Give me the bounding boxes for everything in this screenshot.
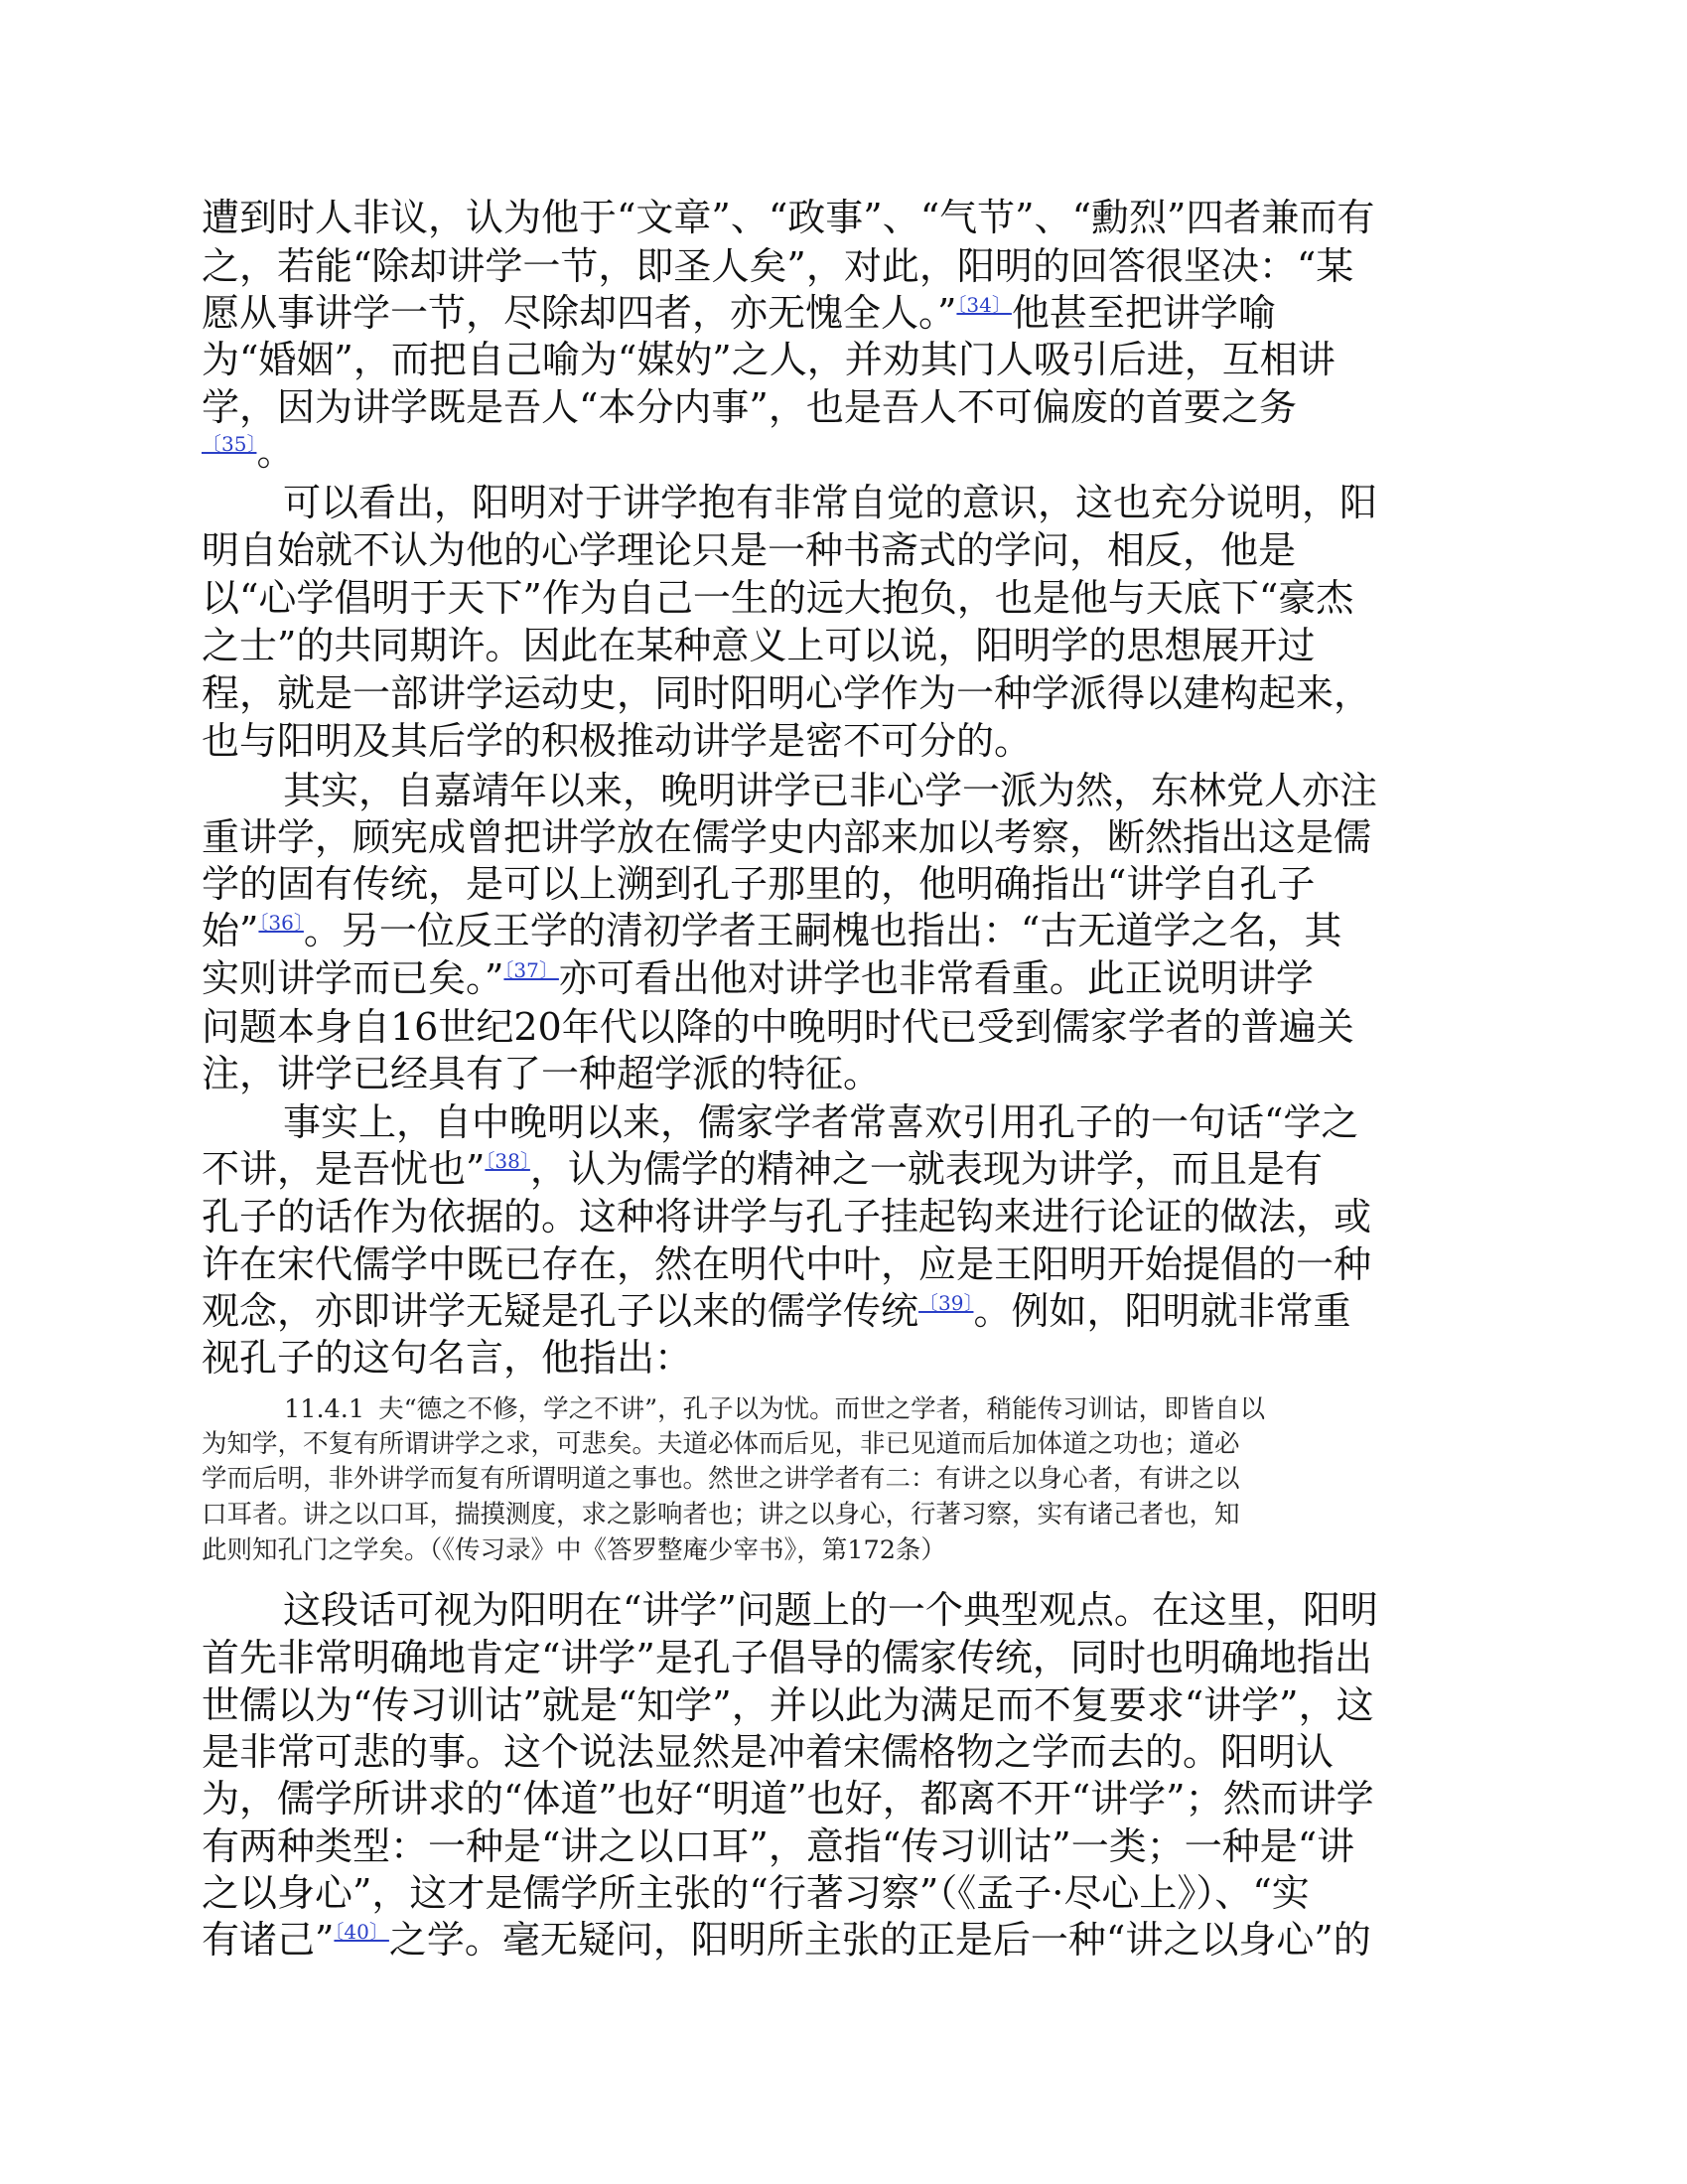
- text-segment: 始”: [202, 909, 259, 952]
- paragraph-4-line-2: [202, 1146, 1492, 1192]
- text-segment: 。例如，阳明就非常重: [973, 1289, 1351, 1333]
- paragraph-3-line-2: 重讲学，顾宪成曾把讲学放在儒学史内部来加以考察，断然指出这是儒: [202, 815, 1372, 859]
- paragraph-3-line-6: 问题本身自16世纪20年代以降的中晚明时代已受到儒家学者的普遍关: [202, 1005, 1354, 1049]
- quote-number: 11.4.1: [284, 1394, 365, 1424]
- text-segment: 他甚至把讲学喻: [1011, 291, 1276, 335]
- quote-line-5: 此则知孔门之学矣。（《传习录》中《答罗整庵少宰书》，第172条）: [202, 1535, 946, 1565]
- quote-text: 夫“德之不修，学之不讲”，孔子以为忧。而世之学者，稍能传习训诂，即皆自以: [378, 1394, 1266, 1424]
- paragraph-3-line-3: 学的固有传统，是可以上溯到孔子那里的，他明确指出“讲学自孔子: [202, 862, 1316, 906]
- paragraph-3-line-1: 其实，自嘉靖年以来，晚明讲学已非心学一派为然，东林党人亦注: [283, 769, 1378, 812]
- quote-line-2: 为知学，不复有所谓讲学之求，可悲矣。夫道必体而后见，非已见道而后加体道之功也；道必: [202, 1429, 1240, 1459]
- paragraph-1-line-4: 为“婚姻”，而把自己喻为“媒妁”之人，并劝其门人吸引后进，互相讲: [202, 338, 1336, 381]
- paragraph-3-line-5: [202, 955, 1492, 1001]
- paragraph-2-line-3: 以“心学倡明于天下”作为自己一生的远大抱负，也是他与天底下“豪杰: [202, 576, 1354, 620]
- paragraph-1-line-1: 遭到时人非议，认为他于“文章”、“政事”、“气节”、“勳烈”四者兼而有: [202, 196, 1375, 239]
- paragraph-1-line-5: 学，因为讲学既是吾人“本分内事”，也是吾人不可偏废的首要之务: [202, 385, 1297, 429]
- paragraph-5-line-1: 这段话可视为阳明在“讲学”问题上的一个典型观点。在这里，阳明: [283, 1588, 1378, 1632]
- footnote-link-38[interactable]: 〔38〕: [485, 1149, 530, 1173]
- paragraph-5-line-7: 之以身心”，这才是儒学所主张的“行著习察”（《孟子·尽心上》）、“实: [202, 1871, 1310, 1915]
- footnote-link-40[interactable]: 〔40〕: [334, 1920, 389, 1944]
- paragraph-2-line-4: 之士”的共同期许。因此在某种意义上可以说，阳明学的思想展开过: [202, 624, 1316, 667]
- paragraph-3-line-4: [202, 908, 1492, 953]
- quote-line-4: 口耳者。讲之以口耳，揣摸测度，求之影响者也；讲之以身心，行著习察，实有诸己者也，知: [202, 1500, 1240, 1529]
- paragraph-2-line-1: 可以看出，阳明对于讲学抱有非常自觉的意识，这也充分说明，阳: [283, 481, 1378, 524]
- paragraph-2-line-5: 程，就是一部讲学运动史，同时阳明心学作为一种学派得以建构起来，: [202, 671, 1372, 715]
- paragraph-5-line-4: 是非常可悲的事。这个说法显然是冲着宋儒格物之学而去的。阳明认: [202, 1730, 1335, 1774]
- text-segment: 有诸己”: [202, 1918, 335, 1962]
- paragraph-1-line-6: [202, 429, 1492, 475]
- paragraph-1-line-2: 之，若能“除却讲学一节，即圣人矣”，对此，阳明的回答很坚决：“某: [202, 244, 1354, 288]
- text-segment: 。另一位反王学的清初学者王嗣槐也指出：“古无道学之名，其: [303, 909, 1342, 952]
- paragraph-4-line-3: 孔子的话作为依据的。这种将讲学与孔子挂起钩来进行论证的做法，或: [202, 1195, 1372, 1238]
- paragraph-5-line-2: 首先非常明确地肯定“讲学”是孔子倡导的儒家传统，同时也明确地指出: [202, 1636, 1372, 1679]
- footnote-link-39[interactable]: 〔39〕: [918, 1291, 974, 1315]
- paragraph-4-line-4: 许在宋代儒学中既已存在，然在明代中叶，应是王阳明开始提倡的一种: [202, 1242, 1372, 1286]
- footnote-link-37[interactable]: 〔37〕: [503, 958, 559, 982]
- paragraph-5-line-3: 世儒以为“传习训诂”就是“知学”，并以此为满足而不复要求“讲学”，这: [202, 1683, 1374, 1727]
- paragraph-2-line-6: 也与阳明及其后学的积极推动讲学是密不可分的。: [202, 719, 1033, 763]
- text-segment: 实则讲学而已矣。”: [202, 956, 504, 1000]
- paragraph-5-line-5: 为，儒学所讲求的“体道”也好“明道”也好，都离不开“讲学”；然而讲学: [202, 1777, 1374, 1820]
- footnote-link-34[interactable]: 〔34〕: [956, 293, 1012, 317]
- text-segment: 不讲，是吾忧也”: [202, 1147, 486, 1191]
- text-segment: 。: [256, 430, 295, 474]
- text-segment: 之学。毫无疑问，阳明所主张的正是后一种“讲之以身心”的: [388, 1918, 1371, 1962]
- paragraph-3-line-7: 注，讲学已经具有了一种超学派的特征。: [202, 1052, 882, 1095]
- quote-line-3: 学而后明，非外讲学而复有所谓明道之事也。然世之讲学者有二：有讲之以身心者，有讲之以: [202, 1464, 1240, 1494]
- quote-line-1: [284, 1391, 1575, 1427]
- paragraph-5-line-6: 有两种类型：一种是“讲之以口耳”，意指“传习训诂”一类；一种是“讲: [202, 1824, 1355, 1868]
- footnote-link-36[interactable]: 〔36〕: [258, 911, 304, 935]
- paragraph-2-line-2: 明自始就不认为他的心学理论只是一种书斋式的学问，相反，他是: [202, 528, 1297, 572]
- paragraph-4-line-6: 视孔子的这句名言，他指出：: [202, 1336, 693, 1380]
- paragraph-4-line-5: [202, 1288, 1492, 1334]
- text-segment: 观念，亦即讲学无疑是孔子以来的儒学传统: [202, 1289, 919, 1333]
- text-segment: 愿从事讲学一节，尽除却四者，亦无愧全人。”: [202, 291, 957, 335]
- text-segment: 亦可看出他对讲学也非常看重。此正说明讲学: [558, 956, 1314, 1000]
- paragraph-1-line-3: [202, 290, 1492, 336]
- paragraph-5-line-8: [202, 1917, 1492, 1963]
- footnote-link-35[interactable]: 〔35〕: [202, 432, 257, 456]
- text-segment: ，认为儒学的精神之一就表现为讲学，而且是有: [529, 1147, 1323, 1191]
- paragraph-4-line-1: 事实上，自中晚明以来，儒家学者常喜欢引用孔子的一句话“学之: [283, 1100, 1359, 1144]
